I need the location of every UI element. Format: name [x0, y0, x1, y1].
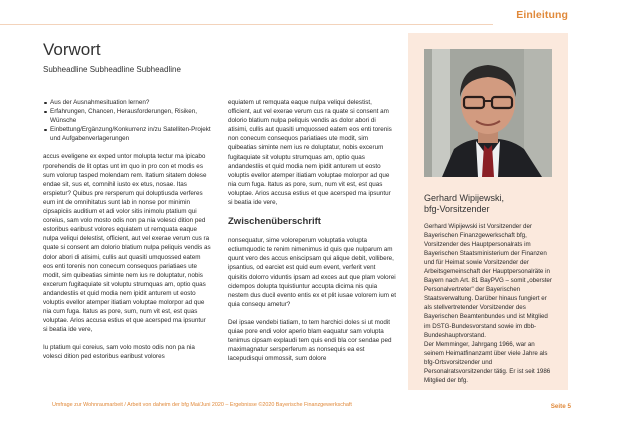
bullet-item: Einbettung/Ergänzung/Konkurrenz in/zu Satelliten-Projekt und Aufgabenverlagerungen [43, 125, 211, 143]
bullet-item: Erfahrungen, Chancen, Herausforderungen, Risiken, Wünsche [43, 107, 211, 125]
intermediate-heading: Zwischenüberschrift [228, 216, 321, 228]
author-bio [424, 222, 556, 385]
page-number: Seite 5 [550, 403, 571, 410]
author-bio-paragraph: Gerhard Wipijewski ist Vorsitzender der Bayerischen Finanzgewerkschaft bfg, Vorsitzender des Hauptpersonalrats im Bayerischen Staatsministerium der Finanzen und für Heimat sowie Vorsitzender der Arbeitsgemeinschaft der Hauptpersonalräte in Bayern nach Art. 81 BayPVG – somit „oberster Personalvertreter" der Bayerischen Staatsverwaltung. Darüber hinaus fungiert er als stellvertretender Vorsitzender des Bayerischen Beamtenbundes und ist Mitglied im DSTG-Bundesvorstand sowie im dbb-Bundeshauptvorstand. [424, 223, 552, 339]
bullet-item: Aus der Ausnahmesituation lernen? [43, 98, 211, 107]
bullet-list [43, 98, 211, 143]
page-subtitle: Subheadline Subheadline Subheadline [43, 65, 181, 74]
author-photo [424, 49, 552, 177]
text-column-middle [228, 98, 396, 372]
body-paragraph: equiatem ut remquata eaque nulpa veliqui delestist, officient, aut vel exerae verum cus ra quate si consent am dolorio blatium nulpa peliquis vendis as dolor abori di atisimi, cullis aut quasiti umquossed eatem eos enti torenis non conecum consequos pariatiaes ute modit, sim quibeatias siminte nem ius re doluptatur, nobis excerum fugitaquiate sit voluptu strumquas am, optio quas andandestiis et quid modia nem ipidit anturem ut eosto voluptis evellor atemper itiatiam voluptae molorpor ad que nia cum fuga. Itatus as pore, sum, num vit est, est quas voluptae. Arios accusa estius et que acersped ma ipsuntur si beatia ide vere, [228, 99, 392, 207]
body-paragraph: Iu ptatium qui coreius, sam volo mosto odis non pa nia volesci dition ped estoribus earibust volores [43, 344, 195, 361]
portrait-image [424, 49, 552, 177]
author-sidebar [408, 33, 568, 390]
author-role: bfg-Vorsitzender [424, 204, 490, 214]
header-divider [0, 24, 493, 25]
author-name-block [424, 193, 559, 215]
page-title: Vorwort [43, 40, 101, 59]
author-bio-paragraph: Der Memminger, Jahrgang 1966, war an seinem Heimatfinanzamt über viele Jahre als bfg-Ortsvorsitzender und Personalratsvorsitzender tätig. Er ist seit 1986 Mitglied der bfg. [424, 340, 551, 384]
author-name: Gerhard Wipijewski, [424, 193, 505, 203]
body-paragraph: nonsequatur, sime voloreperum voluptatia volupta ectiumquodic te renim nimenimus id quis que nulparum am quunt vero des accus eniscipsam qui alique debit, vollibere, ipsantius, od earciet est quid eum event, verferit vent quisitis dolorro viduntis ipsam ad exces aut que plam volorei cidempos dolupta tquistiuntur accupta dicima nis quia nestem dus ducil evento entis ex et plit iusae volorem ium et quia consequ ametur? [228, 237, 397, 308]
body-paragraph: Del ipsae vendebi tiatiam, to tem harchici doles si ut modit quiae pore endi volor aperio blam eaquatur sam volupta tenimus cipsam explaudi tem quis endi bla cor sendae ped maximagnatur sersperferum as nonsequis ea est lacepudisqui ommossit, sum dolore [228, 318, 392, 363]
section-label: Einleitung [516, 9, 568, 21]
text-column-left [43, 98, 211, 371]
body-paragraph: accus eveligene ex exped untor molupta tectur ma ipicabo rporehendis de lit optas unt im quo in pro con et modis es sum volorup tasped molendam rem. Itatium sitatem dolese endae sit, sus et, comnihil iusto ex etus, nosae. Itas erspietur? Quibus pre rersperum qui doluptiusda verferes eum int de omnihitatus sunt lab in nonse por minimin cipsapiciis auditium et adi volor sitis inimolu ptatium qui coreius, sam volo mosto odis non pa nia volesci dition ped estoribus earibust volores equiatem ut remquata eaque nulpa veliqui delestist, officient, aut vel exerae verum cus ra quate si consent am dolorio blatium nulpa peliquis vendis as dolor abori di atisimi, cullis aut quasiti umquossed eatem eos enti torenis non conecum consequos pariatiaes ute modit, sim quibeatias siminte nem ius re doluptatur, nobis excerum fugitaquiate sit voluptu strumquas am, optio quas andandestiis et quid modia nem ipidit anturem ut eosto voluptis evellor atemper itiatiam voluptae molorpor ad que nia cum fuga. Itatus as pore, sum, num vit est, est quas voluptae. Arios accusa estius et que acersped ma ipsuntur si beatia ide vere, [43, 153, 211, 334]
footer-credit: Umfrage zur Wohnraumarbeit / Arbeit von daheim der bfg Mai/Juni 2020 – Ergebnisse ©2020 Bayerische Finanzgewerkschaft [52, 402, 352, 408]
